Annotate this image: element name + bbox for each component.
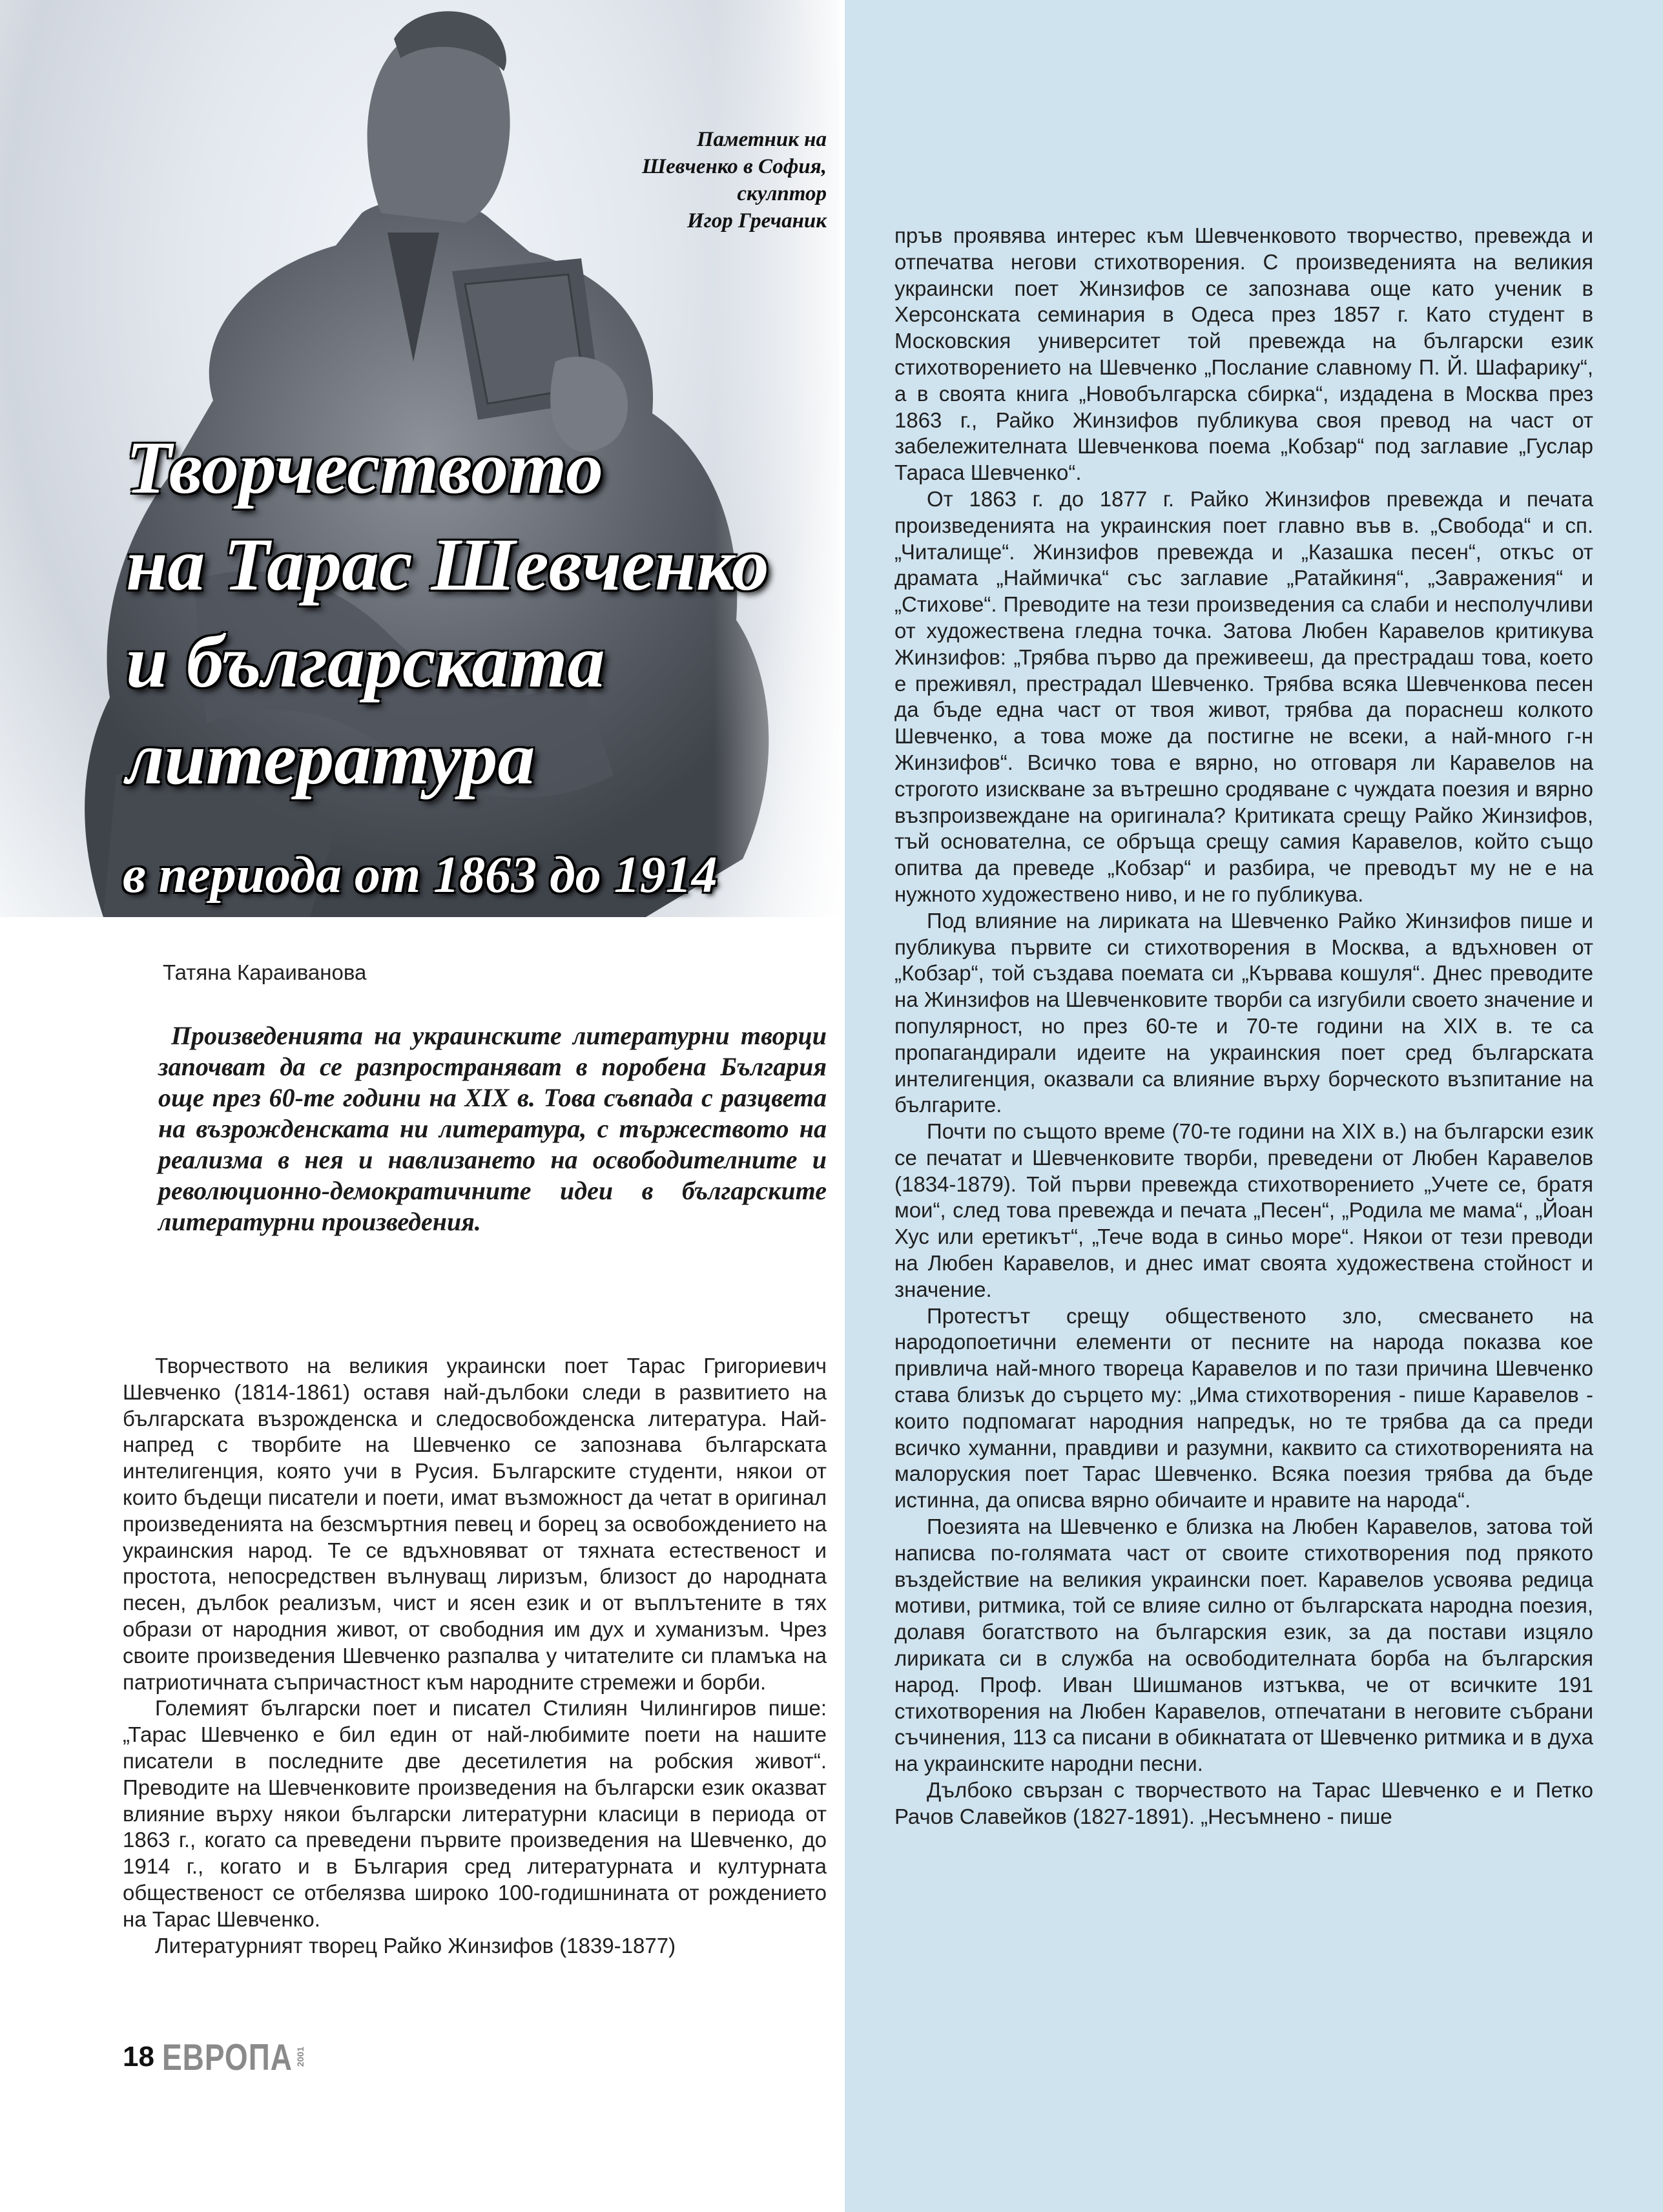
article-subtitle: в периода от 1863 до 1914 [123, 847, 718, 904]
lead-paragraph: Произведенията на украинските литературни творци започват да се разпространяват в поробена България още през 60-те години на XIX в. Това съвпада с разцвета на възрожденската ни литература, с тържеството на реализма в нея и навлизането на освободителните и революционно-демократичните идеи в българските литературни произведения. [158, 1021, 827, 1236]
body-paragraph: Литературният творец Райко Жинзифов (1839-1877) [155, 1933, 676, 1958]
caption-line: Игор Гречаник [687, 209, 827, 233]
photo-caption [568, 126, 827, 234]
page-number: 18 [123, 2041, 154, 2072]
body-paragraph: Дълбоко свързан с творчеството на Тарас Шевченко е и Петко Рачов Славейков (1827-1891). „Несъмнено - пише [894, 1778, 1593, 1828]
body-paragraph: Големият български поет и писател Стилиян Чилингиров пише: „Тарас Шевченко е бил един от най-любимите поети на нашите писатели в последните две десетилетия на робския живот“. Преводите на Шевченковите произведения на български език оказват влияние върху някои български литературни класици в периода от 1863 г., когато са преведени първите произведения на Шевченко, до 1914 г., когато и в България сред литературната и културната общественост се отбелязва широко 100-годишнината от рождението на Тарас Шевченко. [123, 1696, 827, 1931]
title-line: Творчеството [126, 427, 603, 510]
body-column-left [123, 1353, 827, 1959]
title-line: на Тарас Шевченко [126, 524, 769, 606]
page-footer [123, 2034, 305, 2080]
issue-year: 2001 [295, 2047, 305, 2067]
title-line: и българската [126, 621, 605, 703]
caption-line: Шевченко в София, [641, 155, 827, 178]
caption-line: скулптор [737, 182, 827, 205]
body-paragraph: Почти по същото време (70-те години на XIX в.) на български език се печатат и Шевченковите творби, преведени от Любен Каравелов (1834-1879). Той първи превежда стихотворението „Учете се, братя мои“, след това превежда и печата „Песен“, „Родила ме мама“, „Йоан Хус или еретикът“, „Тече вода в синьо море“. Някои от тези преводи на Любен Каравелов, и днес имат своята художествена стойност и значение. [894, 1119, 1593, 1301]
body-paragraph: Поезията на Шевченко е близка на Любен Каравелов, затова той написва по-голямата част от своите стихотворения под прякото въздействие на великия украински поет. Каравелов усвоява редица мотиви, ритмика, той се влияе силно от българската народна поезия, долавя богатството на българския език, за да постави изцяло лириката си в служба на освободителната борба на българския народ. Проф. Иван Шишманов изтъква, че от всичките 191 стихотворения на Любен Каравелов, отпечатани в неговите събрани съчинения, 113 са писани в обикнатата от Шевченко ритмика и в духа на украинските народни песни. [894, 1514, 1593, 1776]
article-title [126, 420, 869, 807]
magazine-logo: ЕВРОПА [161, 2036, 293, 2078]
body-paragraph: От 1863 г. до 1877 г. Райко Жинзифов превежда и печата произведенията на украинския поет главно във в. „Свобода“ и сп. „Читалище“. Жинзифов превежда и „Казашка песен“, откъс от драмата „Наймичка“ със заглавие „Ратайкиня“, „Завражения“ и „Стихове“. Преводите на тези произведения са слаби и несполучливи от художествена гледна точка. Затова Любен Каравелов критикува Жинзифов: „Трябва първо да преживееш, да престрадаш това, което е преживял, престрадал Шевченко. Трябва всяка Шевченкова песен да бъде една част от твоя живот, трябва да пораснеш колкото Шевченко, а това може да постигне не всеки, а най-много г-н Жинзифов“. Всичко това е вярно, но отговаря ли Каравелов на строгото изискване за вътрешно сродяване с чуждата поезия и вярно възпроизвеждане на оригинала? Критиката срещу Райко Жинзифов, тъй основателна, се обръща срещу самия Каравелов, който също опитва да преведе „Кобзар“ и разбира, че преводът му не е на нужното художествено ниво, и не го публикува. [894, 486, 1593, 906]
body-column-right [894, 223, 1593, 1830]
title-line: литература [126, 718, 535, 800]
body-paragraph-continued: пръв проявява интерес към Шевченковото творчество, превежда и отпечатва негови стихотворения. С произведенията на великия украински поет Жинзифов се запознава още като ученик в Херсонската семинария в Одеса през 1857 г. Като студент в Московския университет той превежда на български език стихотворението на Шевченко „Послание славному П. Й. Шафарику“, а в своята книга „Новобългарска сбирка“, издадена в Москва през 1863 г., Райко Жинзифов публикува своя превод на част от забележителната Шевченкова поема „Кобзар“ под заглавие „Гуслар Тараса Шевченко“. [894, 223, 1593, 485]
body-paragraph: Протестът срещу общественото зло, смесването на народопоетични елементи от песните на народа показва кое привлича най-много твореца Каравелов и по тази причина Шевченко става близък до сърцето му: „Има стихотворения - пише Каравелов - които подпомагат народния напредък, но те трябва да са преди всичко хуманни, правдиви и разумни, каквито са стихотворенията на малоруския поет Тарас Шевченко. Всяка поезия трябва да бъде истинна, да описва вярно обичаите и нравите на народа“. [894, 1303, 1593, 1513]
body-paragraph: Творчеството на великия украински поет Тарас Григориевич Шевченко (1814-1861) оставя най-дълбоки следи в развитието на българската възрожденска и следосвобожденска литература. Най-напред с творбите на Шевченко се запознава българската интелигенция, която учи в Русия. Българските студенти, някои от които бъдещи писатели и поети, имат възможност да четат в оригинал произведенията на безсмъртния певец и борец за освобождението на украинския народ. Те се вдъхновяват от тяхната естественост и простота, непосредствен вълнуващ лиризъм, близост до народната песен, дълбок реализъм, чист и ясен език и от въплътените в тях образи от народния живот, от свободния им дух и хуманизъм. Чрез своите произведения Шевченко разпалва у читателите си пламъка на патриотичната съпричастност към народните стремежи и борби. [123, 1354, 827, 1694]
body-paragraph: Под влияние на лириката на Шевченко Райко Жинзифов пише и публикува първите си стихотворения в Москва, а вдъхновен от „Кобзар“, той създава поемата си „Кървава кошуля“. Днес преводите на Жинзифов на Шевченковите творби са изгубили своето значение и популярност, но през 60-те и 70-те години на XIX в. те са пропагандирали идеите на украинския поет сред българската интелигенция, оказвали са влияние върху борческото възпитание на българите. [894, 908, 1593, 1117]
caption-line: Паметник на [696, 128, 827, 151]
article-author: Татяна Караиванова [163, 960, 367, 984]
